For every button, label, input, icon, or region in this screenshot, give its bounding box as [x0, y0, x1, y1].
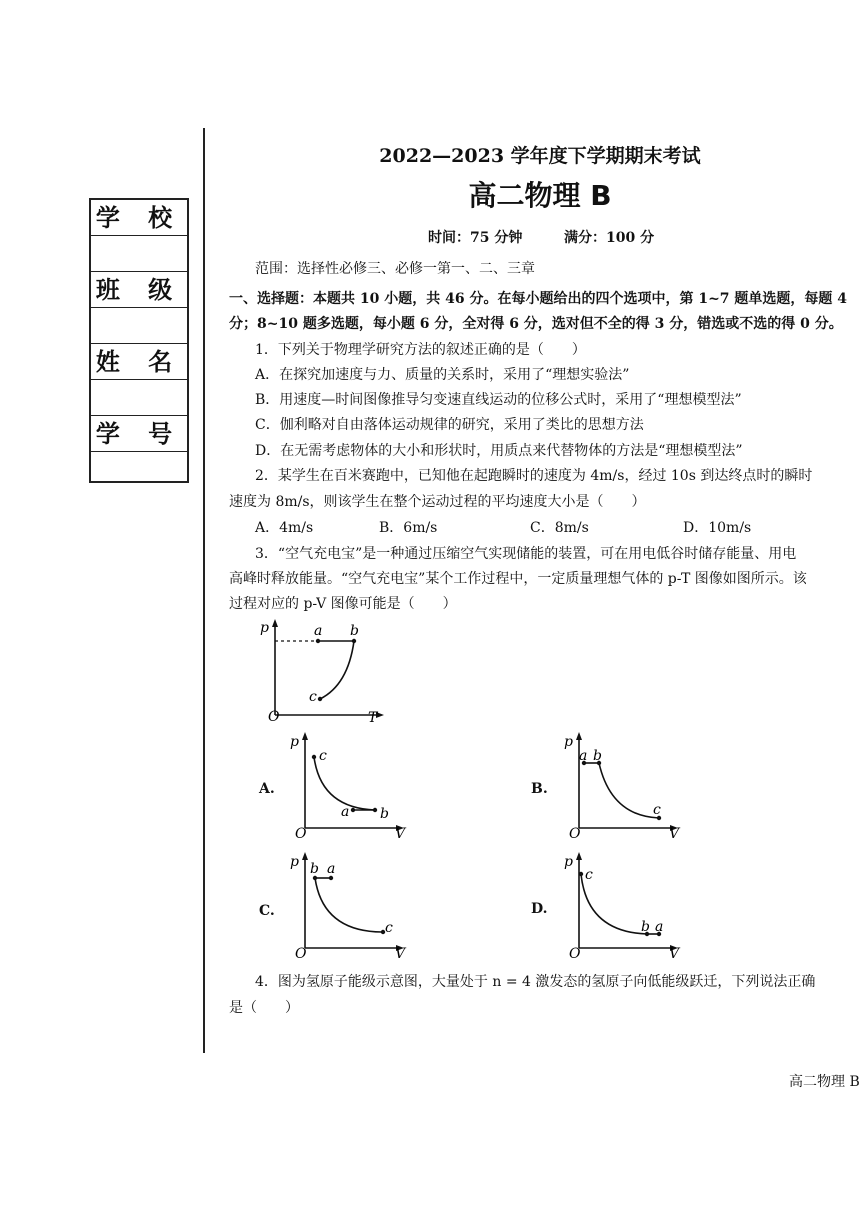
- page-footer-label: 高二物理 B: [789, 1074, 860, 1090]
- pt-axis-t: T: [368, 710, 378, 725]
- exam-scope: 范围：选择性必修三、必修一第一、二、三章: [255, 261, 535, 277]
- a-axis-p: p: [290, 734, 299, 750]
- q1-option-d: D．在无需考虑物体的大小和形状时，用质点来代替物体的方法是“理想模型法”: [255, 443, 743, 459]
- pt-point-a: a: [314, 623, 323, 639]
- name-label: 姓 名: [91, 344, 187, 380]
- q3-option-b-label: B.: [531, 781, 548, 797]
- a-point-a: a: [341, 804, 350, 820]
- q2-option-b: B．6m/s: [379, 520, 438, 536]
- name-field[interactable]: [91, 380, 187, 416]
- q3-option-c-label: C.: [259, 903, 275, 919]
- number-field[interactable]: [91, 452, 187, 488]
- q1-option-b: B．用速度—时间图像推导匀变速直线运动的位移公式时，采用了“理想模型法”: [255, 392, 742, 408]
- c-point-c: c: [385, 920, 393, 936]
- b-axis-p: p: [564, 734, 573, 750]
- q3-option-a-graph: [285, 730, 410, 842]
- q3-option-d-label: D.: [531, 901, 548, 917]
- q3-stem-line2: 高峰时释放能量。“空气充电宝”某个工作过程中，一定质量理想气体的 p-T 图像如图所示。该: [229, 571, 807, 587]
- d-axis-p: p: [564, 854, 573, 870]
- q1-stem: 1．下列关于物理学研究方法的叙述正确的是（ ）: [255, 342, 586, 358]
- q4-stem-line2: 是（ ）: [229, 1000, 299, 1016]
- d-origin: O: [569, 946, 581, 962]
- c-axis-v: V: [395, 946, 406, 962]
- time-label: 时间：75 分钟: [428, 230, 523, 246]
- q2-stem-line2: 速度为 8m/s，则该学生在整个运动过程的平均速度大小是（ ）: [229, 494, 646, 510]
- score-label: 满分：100 分: [564, 230, 655, 246]
- a-point-b: b: [380, 806, 389, 822]
- section-intro-line1: 一、选择题：本题共 10 小题，共 46 分。在每小题给出的四个选项中，第 1~7 题单选题，每题 4: [229, 291, 848, 307]
- pt-point-c: c: [309, 689, 317, 705]
- school-field[interactable]: [91, 236, 187, 272]
- c-point-a: a: [327, 861, 336, 877]
- q2-option-c: C．8m/s: [530, 520, 589, 536]
- exam-year-title: 2022—2023 学年度下学期期末考试: [379, 145, 701, 167]
- class-label: 班 级: [91, 272, 187, 308]
- b-axis-v: V: [669, 826, 680, 842]
- class-field[interactable]: [91, 308, 187, 344]
- d-axis-v: V: [669, 946, 680, 962]
- q3-option-b-graph: [559, 730, 684, 842]
- a-axis-v: V: [395, 826, 406, 842]
- q3-option-c-graph: [285, 850, 410, 962]
- b-point-b: b: [593, 748, 602, 764]
- q2-option-d: D．10m/s: [683, 520, 752, 536]
- pt-origin: O: [268, 709, 280, 725]
- q3-option-a-label: A.: [259, 781, 275, 797]
- number-label: 学 号: [91, 416, 187, 452]
- c-axis-p: p: [290, 854, 299, 870]
- pt-axis-p: p: [260, 620, 269, 636]
- q3-stem-line1: 3．“空气充电宝”是一种通过压缩空气实现储能的装置，可在用电低谷时储存能量、用电: [255, 546, 797, 562]
- school-label: 学 校: [91, 200, 187, 236]
- pt-point-b: b: [350, 623, 359, 639]
- d-point-b: b: [641, 919, 650, 935]
- d-point-a: a: [655, 919, 664, 935]
- q3-stem-line3: 过程对应的 p-V 图像可能是（ ）: [229, 596, 457, 612]
- a-origin: O: [295, 826, 307, 842]
- q3-pt-graph: [250, 615, 390, 725]
- q2-stem-line1: 2．某学生在百米赛跑中，已知他在起跑瞬时的速度为 4m/s，经过 10s 到达终点时的瞬时: [255, 468, 813, 484]
- b-origin: O: [569, 826, 581, 842]
- a-point-c: c: [319, 748, 327, 764]
- q1-option-c: C．伽利略对自由落体运动规律的研究，采用了类比的思想方法: [255, 417, 644, 433]
- q1-option-a: A．在探究加速度与力、质量的关系时，采用了“理想实验法”: [255, 367, 630, 383]
- b-point-a: a: [579, 748, 588, 764]
- q2-option-a: A．4m/s: [255, 520, 314, 536]
- c-point-b: b: [310, 861, 319, 877]
- section-intro-line2: 分；8~10 题多选题，每小题 6 分，全对得 6 分，选对但不全的得 3 分，错选或不选的得 0 分。: [229, 316, 843, 332]
- d-point-c: c: [585, 867, 593, 883]
- binding-line: [203, 128, 205, 1053]
- student-info-box: [89, 198, 189, 483]
- q4-stem-line1: 4．图为氢原子能级示意图，大量处于 n = 4 激发态的氢原子向低能级跃迁，下列说法正确: [255, 974, 816, 990]
- q3-option-d-graph: [559, 850, 684, 962]
- c-origin: O: [295, 946, 307, 962]
- b-point-c: c: [653, 802, 661, 818]
- subject-title: 高二物理 B: [468, 179, 612, 212]
